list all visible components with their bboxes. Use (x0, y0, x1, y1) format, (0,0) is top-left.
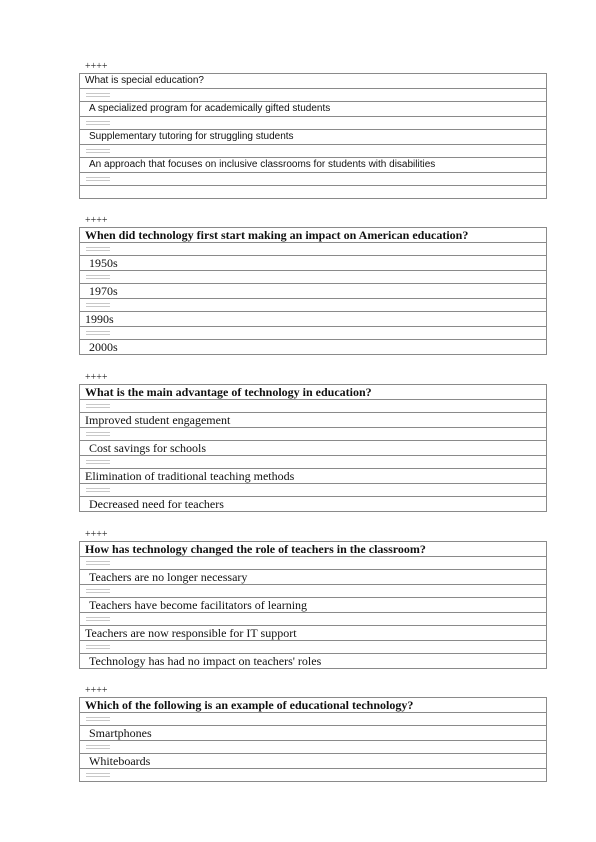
separator-mark (86, 247, 110, 251)
separator-mark (86, 121, 110, 125)
question-text: What is the main advantage of technology in education? (80, 385, 547, 400)
answer-option: Improved student engagement (80, 413, 547, 428)
question-marker: ++++ (85, 529, 108, 540)
question-marker: ++++ (85, 215, 108, 226)
answer-option: A specialized program for academically gifted students (80, 102, 547, 117)
separator-row (80, 484, 547, 497)
separator-mark (86, 773, 110, 777)
question-table (79, 384, 547, 512)
separator-mark (86, 149, 110, 153)
answer-option: 1990s (80, 312, 547, 327)
separator-row (80, 327, 547, 340)
answer-option: An approach that focuses on inclusive classrooms for students with disabilities (80, 158, 547, 173)
answer-option: 2000s (80, 340, 547, 355)
answer-option: Smartphones (80, 726, 547, 741)
separator-mark (86, 717, 110, 721)
answer-option: Technology has had no impact on teachers' roles (80, 654, 547, 669)
separator-row (80, 557, 547, 570)
question-text: What is special education? (80, 74, 547, 89)
separator-mark (86, 93, 110, 97)
separator-mark (86, 460, 110, 464)
answer-option: Decreased need for teachers (80, 497, 547, 512)
separator-row (80, 641, 547, 654)
answer-option: Teachers have become facilitators of learning (80, 598, 547, 613)
answer-option: Whiteboards (80, 754, 547, 769)
separator-mark (86, 404, 110, 408)
question-table (79, 73, 547, 199)
question-text: When did technology first start making an impact on American education? (80, 228, 547, 243)
separator-mark (86, 303, 110, 307)
answer-option: Supplementary tutoring for struggling students (80, 130, 547, 145)
separator-mark (86, 488, 110, 492)
question-text: How has technology changed the role of teachers in the classroom? (80, 542, 547, 557)
separator-row (80, 271, 547, 284)
separator-mark (86, 645, 110, 649)
separator-mark (86, 177, 110, 181)
separator-mark (86, 617, 110, 621)
separator-row (80, 145, 547, 158)
question-text: Which of the following is an example of educational technology? (80, 698, 547, 713)
separator-mark (86, 331, 110, 335)
separator-mark (86, 589, 110, 593)
separator-row (80, 613, 547, 626)
answer-option: Teachers are no longer necessary (80, 570, 547, 585)
answer-option: Teachers are now responsible for IT support (80, 626, 547, 641)
separator-row (80, 713, 547, 726)
question-block-3 (79, 373, 547, 512)
question-table (79, 227, 547, 355)
question-block-1 (79, 62, 547, 199)
separator-row (80, 173, 547, 186)
question-marker: ++++ (85, 61, 108, 72)
question-block-2 (79, 216, 547, 355)
answer-option: 1970s (80, 284, 547, 299)
separator-mark (86, 275, 110, 279)
separator-row (80, 456, 547, 469)
separator-mark (86, 745, 110, 749)
answer-option: Cost savings for schools (80, 441, 547, 456)
separator-row (80, 299, 547, 312)
question-table (79, 541, 547, 669)
separator-row (80, 89, 547, 102)
separator-row (80, 585, 547, 598)
separator-row (80, 117, 547, 130)
separator-row (80, 428, 547, 441)
separator-row (80, 243, 547, 256)
question-table (79, 697, 547, 782)
question-block-5 (79, 686, 547, 782)
separator-mark (86, 432, 110, 436)
question-block-4 (79, 530, 547, 669)
separator-mark (86, 561, 110, 565)
answer-option: Elimination of traditional teaching methods (80, 469, 547, 484)
question-marker: ++++ (85, 685, 108, 696)
separator-row (80, 741, 547, 754)
empty-row (80, 186, 547, 199)
separator-row (80, 400, 547, 413)
separator-row (80, 769, 547, 782)
question-marker: ++++ (85, 372, 108, 383)
answer-option: 1950s (80, 256, 547, 271)
